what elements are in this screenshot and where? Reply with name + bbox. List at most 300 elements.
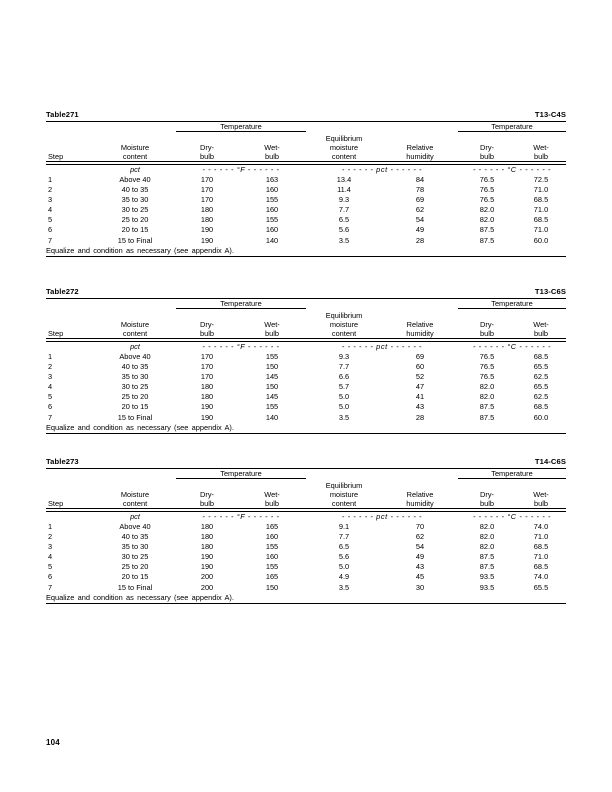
- cell-step: 3: [48, 195, 53, 205]
- header-line: Relative: [406, 489, 434, 499]
- units-fahrenheit: - - - - - - °F - - - - - -: [202, 164, 280, 174]
- table-row: [46, 175, 566, 185]
- cell-dry-bulb-f: 180: [200, 215, 214, 225]
- header-line: bulb: [534, 498, 548, 508]
- cell-wet-bulb-f: 163: [265, 174, 279, 184]
- header-line: Dry-: [480, 319, 494, 329]
- header-line: bulb: [265, 328, 279, 338]
- cell-moisture-content: 30 to 25: [121, 382, 149, 392]
- cell-dry-bulb-f: 190: [200, 235, 214, 245]
- cell-step: 7: [48, 412, 53, 422]
- header-moisture-content: [94, 311, 176, 339]
- cell-dry-bulb-f: 180: [200, 382, 214, 392]
- header-spacer: [306, 122, 458, 134]
- cell-dry-bulb-c: 87.5: [479, 225, 495, 235]
- cell-step: 6: [48, 225, 53, 235]
- header-line: bulb: [265, 498, 279, 508]
- cell-moisture-content: 30 to 25: [121, 552, 149, 562]
- cell-moisture-content: 25 to 20: [121, 562, 149, 572]
- cell-dry-bulb-f: 180: [200, 542, 214, 552]
- cell-dry-bulb-c: 76.5: [479, 351, 495, 361]
- header-line: Wet-: [533, 142, 549, 152]
- cell-wet-bulb-f: 140: [265, 412, 279, 422]
- cell-emc: 7.7: [338, 361, 350, 371]
- header-line: Moisture: [120, 489, 150, 499]
- header-group-temperature-c: Temperature: [458, 122, 566, 134]
- cell-dry-bulb-c: 82.0: [479, 392, 495, 402]
- cell-moisture-content: 35 to 30: [121, 542, 149, 552]
- cell-emc: 3.5: [338, 412, 350, 422]
- schedule-table: [46, 299, 566, 433]
- cell-wet-bulb-f: 155: [265, 215, 279, 225]
- table-caption-label: Table272: [46, 287, 79, 296]
- cell-moisture-content: 30 to 25: [121, 205, 149, 215]
- cell-rh: 54: [415, 542, 425, 552]
- cell-dry-bulb-f: 170: [200, 372, 214, 382]
- cell-moisture-content: 35 to 30: [121, 195, 149, 205]
- cell-emc: 5.6: [338, 552, 350, 562]
- header-line: Moisture: [120, 142, 150, 152]
- units-pct: pct: [130, 341, 140, 351]
- cell-emc: 5.0: [338, 402, 350, 412]
- header-line: bulb: [200, 328, 214, 338]
- cell-wet-bulb-c: 71.0: [533, 531, 549, 541]
- cell-wet-bulb-f: 155: [265, 562, 279, 572]
- cell-dry-bulb-c: 82.0: [479, 215, 495, 225]
- header-line: content: [122, 151, 148, 161]
- cell-wet-bulb-c: 71.0: [533, 552, 549, 562]
- table-row: [46, 215, 566, 225]
- page-number: 104: [46, 738, 60, 747]
- cell-moisture-content: 15 to Final: [117, 412, 153, 422]
- table-footnote: Equalize and condition as necessary (see appendix A).: [46, 592, 234, 602]
- header-group-row: [46, 299, 566, 311]
- cell-emc: 5.7: [338, 382, 350, 392]
- table-footnote-row: [46, 246, 566, 257]
- table-caption-label: Table271: [46, 110, 79, 119]
- header-group-temperature-f: Temperature: [176, 122, 306, 134]
- cell-rh: 62: [415, 205, 425, 215]
- cell-wet-bulb-f: 145: [265, 372, 279, 382]
- table-row: [46, 372, 566, 382]
- header-step: Step: [48, 151, 64, 161]
- cell-dry-bulb-c: 93.5: [479, 572, 495, 582]
- cell-dry-bulb-f: 180: [200, 392, 214, 402]
- header-wet-bulb-c: [516, 481, 566, 509]
- table-footnote-row: [46, 593, 566, 604]
- table-block: [46, 457, 566, 604]
- cell-wet-bulb-c: 65.5: [533, 382, 549, 392]
- cell-wet-bulb-f: 155: [265, 195, 279, 205]
- cell-wet-bulb-f: 140: [265, 235, 279, 245]
- cell-step: 4: [48, 205, 53, 215]
- cell-emc: 11.4: [337, 184, 351, 194]
- cell-emc: 6.5: [338, 542, 350, 552]
- cell-wet-bulb-c: 68.5: [533, 562, 549, 572]
- cell-rh: 47: [415, 382, 425, 392]
- cell-dry-bulb-c: 93.5: [479, 582, 495, 592]
- cell-rh: 28: [415, 412, 425, 422]
- cell-dry-bulb-c: 87.5: [479, 552, 495, 562]
- cell-moisture-content: Above 40: [119, 174, 151, 184]
- cell-emc: 5.0: [338, 562, 350, 572]
- header-moisture-content: [94, 134, 176, 162]
- header-spacer: [306, 299, 458, 311]
- cell-emc: 9.3: [338, 195, 350, 205]
- cell-moisture-content: Above 40: [119, 521, 151, 531]
- table-row: [46, 583, 566, 593]
- table-row: [46, 185, 566, 195]
- header-wet-bulb-f: [238, 311, 306, 339]
- table-row: [46, 362, 566, 372]
- cell-wet-bulb-f: 155: [265, 351, 279, 361]
- cell-wet-bulb-f: 155: [265, 402, 279, 412]
- units-celsius: - - - - - - °C - - - - - -: [472, 511, 552, 521]
- cell-emc: 7.7: [338, 205, 350, 215]
- cell-dry-bulb-c: 76.5: [479, 174, 495, 184]
- units-row: [46, 512, 566, 522]
- header-row: [46, 311, 566, 339]
- header-line: humidity: [406, 151, 434, 161]
- header-line: moisture: [329, 142, 359, 152]
- table-footnote-row: [46, 423, 566, 434]
- cell-dry-bulb-c: 82.0: [479, 205, 495, 215]
- cell-emc: 4.9: [338, 572, 350, 582]
- header-line: Moisture: [120, 319, 150, 329]
- header-line: content: [331, 151, 357, 161]
- cell-rh: 78: [415, 184, 425, 194]
- cell-dry-bulb-c: 82.0: [479, 382, 495, 392]
- temperature-group-rule: [176, 131, 306, 132]
- temperature-group-rule: [458, 131, 566, 132]
- cell-step: 1: [48, 174, 53, 184]
- header-group-temperature-f: Temperature: [176, 469, 306, 481]
- units-spacer: [46, 342, 94, 352]
- cell-wet-bulb-f: 145: [265, 392, 279, 402]
- cell-step: 6: [48, 402, 53, 412]
- header-spacer: [46, 299, 176, 311]
- cell-wet-bulb-f: 155: [265, 542, 279, 552]
- units-fahrenheit: - - - - - - °F - - - - - -: [202, 511, 280, 521]
- header-line: bulb: [480, 498, 494, 508]
- table-row: [46, 532, 566, 542]
- cell-moisture-content: 40 to 35: [121, 361, 149, 371]
- table-row: [46, 195, 566, 205]
- cell-rh: 70: [415, 521, 425, 531]
- temperature-group-rule: [176, 478, 306, 479]
- header-line: content: [122, 498, 148, 508]
- cell-wet-bulb-c: 74.0: [533, 521, 549, 531]
- cell-moisture-content: 35 to 30: [121, 372, 149, 382]
- header-dry-bulb-f: [176, 134, 238, 162]
- header-group-temperature-c: Temperature: [458, 299, 566, 311]
- cell-dry-bulb-c: 82.0: [479, 531, 495, 541]
- table-row: [46, 352, 566, 362]
- header-line: Wet-: [264, 319, 280, 329]
- header-line: Wet-: [264, 489, 280, 499]
- cell-dry-bulb-f: 190: [200, 402, 214, 412]
- header-line: bulb: [480, 328, 494, 338]
- cell-moisture-content: 40 to 35: [121, 184, 149, 194]
- cell-rh: 60: [415, 361, 425, 371]
- cell-dry-bulb-f: 170: [200, 195, 214, 205]
- header-spacer: [46, 469, 176, 481]
- cell-wet-bulb-c: 71.0: [533, 184, 549, 194]
- table-row: [46, 562, 566, 572]
- table-row: [46, 413, 566, 423]
- units-pct: pct: [130, 164, 140, 174]
- cell-wet-bulb-c: 68.5: [533, 402, 549, 412]
- header-line: Equilibrium: [325, 310, 363, 320]
- cell-dry-bulb-f: 170: [200, 184, 214, 194]
- cell-dry-bulb-f: 180: [200, 531, 214, 541]
- cell-wet-bulb-f: 165: [265, 572, 279, 582]
- cell-moisture-content: 20 to 15: [121, 572, 149, 582]
- cell-dry-bulb-f: 190: [200, 562, 214, 572]
- cell-dry-bulb-c: 76.5: [479, 195, 495, 205]
- header-line: Wet-: [264, 142, 280, 152]
- header-line: bulb: [265, 151, 279, 161]
- cell-step: 2: [48, 184, 53, 194]
- cell-step: 3: [48, 372, 53, 382]
- table-row: [46, 552, 566, 562]
- cell-emc: 3.5: [338, 582, 350, 592]
- header-line: Equilibrium: [325, 480, 363, 490]
- cell-rh: 30: [415, 582, 425, 592]
- schedule-table: [46, 122, 566, 256]
- cell-wet-bulb-f: 165: [265, 521, 279, 531]
- header-equilibrium-moisture-content: [306, 134, 382, 162]
- cell-wet-bulb-c: 72.5: [533, 174, 549, 184]
- cell-wet-bulb-c: 62.5: [533, 372, 549, 382]
- cell-wet-bulb-c: 65.5: [533, 361, 549, 371]
- cell-wet-bulb-f: 160: [265, 184, 279, 194]
- header-line: Dry-: [480, 142, 494, 152]
- cell-rh: 54: [415, 215, 425, 225]
- table-footnote: Equalize and condition as necessary (see appendix A).: [46, 245, 234, 255]
- cell-emc: 7.7: [338, 531, 350, 541]
- header-line: bulb: [480, 151, 494, 161]
- cell-wet-bulb-c: 68.5: [533, 351, 549, 361]
- cell-moisture-content: 25 to 20: [121, 392, 149, 402]
- header-dry-bulb-c: [458, 134, 516, 162]
- header-wet-bulb-c: [516, 134, 566, 162]
- cell-wet-bulb-f: 160: [265, 225, 279, 235]
- cell-emc: 3.5: [338, 235, 350, 245]
- header-step: Step: [48, 498, 64, 508]
- table-row: [46, 382, 566, 392]
- cell-rh: 43: [415, 562, 425, 572]
- cell-step: 5: [48, 215, 53, 225]
- table-code-label: T13-C6S: [534, 287, 566, 296]
- temperature-group-rule: [458, 478, 566, 479]
- cell-wet-bulb-c: 68.5: [533, 195, 549, 205]
- cell-emc: 9.3: [338, 351, 350, 361]
- cell-moisture-content: 20 to 15: [121, 225, 149, 235]
- cell-dry-bulb-f: 180: [200, 521, 214, 531]
- table-caption-row: [46, 457, 566, 468]
- header-line: Dry-: [200, 142, 214, 152]
- header-dry-bulb-c: [458, 481, 516, 509]
- cell-step: 7: [48, 235, 53, 245]
- cell-step: 4: [48, 382, 53, 392]
- header-line: content: [331, 328, 357, 338]
- cell-step: 7: [48, 582, 53, 592]
- cell-wet-bulb-c: 68.5: [533, 215, 549, 225]
- header-line: content: [122, 328, 148, 338]
- temperature-group-rule: [458, 308, 566, 309]
- cell-rh: 52: [415, 372, 425, 382]
- header-line: moisture: [329, 489, 359, 499]
- header-spacer: [306, 469, 458, 481]
- cell-rh: 62: [415, 531, 425, 541]
- header-wet-bulb-f: [238, 481, 306, 509]
- cell-rh: 28: [415, 235, 425, 245]
- units-row: [46, 342, 566, 352]
- cell-wet-bulb-f: 150: [265, 582, 279, 592]
- cell-emc: 5.0: [338, 392, 350, 402]
- cell-dry-bulb-f: 200: [200, 572, 214, 582]
- cell-wet-bulb-c: 65.5: [533, 582, 549, 592]
- cell-rh: 45: [415, 572, 425, 582]
- cell-dry-bulb-f: 200: [200, 582, 214, 592]
- cell-dry-bulb-f: 180: [200, 205, 214, 215]
- header-line: Relative: [406, 319, 434, 329]
- header-line: bulb: [200, 498, 214, 508]
- header-dry-bulb-f: [176, 481, 238, 509]
- units-pct: pct: [130, 511, 140, 521]
- header-group-temperature-f: Temperature: [176, 299, 306, 311]
- cell-wet-bulb-c: 62.5: [533, 392, 549, 402]
- units-row: [46, 165, 566, 175]
- table-caption-row: [46, 287, 566, 298]
- cell-dry-bulb-f: 190: [200, 552, 214, 562]
- temperature-group-rule: [176, 308, 306, 309]
- header-row: [46, 481, 566, 509]
- cell-dry-bulb-c: 82.0: [479, 521, 495, 531]
- cell-moisture-content: Above 40: [119, 351, 151, 361]
- cell-rh: 41: [415, 392, 425, 402]
- units-pct-dashes: - - - - - - pct - - - - - -: [341, 164, 423, 174]
- units-fahrenheit: - - - - - - °F - - - - - -: [202, 341, 280, 351]
- cell-dry-bulb-f: 170: [200, 351, 214, 361]
- cell-wet-bulb-f: 150: [265, 382, 279, 392]
- header-line: moisture: [329, 319, 359, 329]
- units-pct-dashes: - - - - - - pct - - - - - -: [341, 511, 423, 521]
- units-pct-dashes: - - - - - - pct - - - - - -: [341, 341, 423, 351]
- table-row: [46, 205, 566, 215]
- table-bottom-rule: [46, 433, 566, 434]
- table-caption-label: Table273: [46, 457, 79, 466]
- header-relative-humidity: [382, 134, 458, 162]
- cell-emc: 6.6: [338, 372, 350, 382]
- cell-step: 2: [48, 361, 53, 371]
- cell-moisture-content: 40 to 35: [121, 531, 149, 541]
- cell-dry-bulb-f: 170: [200, 174, 214, 184]
- cell-moisture-content: 15 to Final: [117, 582, 153, 592]
- header-line: bulb: [200, 151, 214, 161]
- table-bottom-rule: [46, 603, 566, 604]
- cell-emc: 6.5: [338, 215, 350, 225]
- header-spacer: [46, 122, 176, 134]
- table-row: [46, 392, 566, 402]
- cell-dry-bulb-c: 76.5: [479, 184, 495, 194]
- cell-wet-bulb-f: 150: [265, 361, 279, 371]
- header-step: Step: [48, 328, 64, 338]
- cell-dry-bulb-c: 87.5: [479, 402, 495, 412]
- table-block: [46, 110, 566, 257]
- header-line: Wet-: [533, 319, 549, 329]
- cell-step: 4: [48, 552, 53, 562]
- cell-dry-bulb-c: 76.5: [479, 372, 495, 382]
- cell-rh: 49: [415, 225, 425, 235]
- cell-wet-bulb-c: 71.0: [533, 225, 549, 235]
- header-line: humidity: [406, 328, 434, 338]
- cell-dry-bulb-c: 76.5: [479, 361, 495, 371]
- table-row: [46, 522, 566, 532]
- header-line: Dry-: [480, 489, 494, 499]
- header-line: Equilibrium: [325, 133, 363, 143]
- cell-wet-bulb-c: 71.0: [533, 205, 549, 215]
- cell-dry-bulb-c: 82.0: [479, 542, 495, 552]
- table-code-label: T13-C4S: [534, 110, 566, 119]
- cell-wet-bulb-c: 68.5: [533, 542, 549, 552]
- header-relative-humidity: [382, 481, 458, 509]
- table-row: [46, 572, 566, 582]
- header-group-row: [46, 122, 566, 134]
- cell-rh: 69: [415, 351, 425, 361]
- schedule-table: [46, 469, 566, 603]
- header-relative-humidity: [382, 311, 458, 339]
- cell-moisture-content: 20 to 15: [121, 402, 149, 412]
- header-row: [46, 134, 566, 162]
- cell-dry-bulb-c: 87.5: [479, 412, 495, 422]
- cell-rh: 84: [415, 174, 425, 184]
- header-line: Dry-: [200, 319, 214, 329]
- cell-rh: 43: [415, 402, 425, 412]
- cell-wet-bulb-f: 160: [265, 552, 279, 562]
- table-bottom-rule: [46, 256, 566, 257]
- table-footnote: Equalize and condition as necessary (see appendix A).: [46, 422, 234, 432]
- header-equilibrium-moisture-content: [306, 481, 382, 509]
- cell-dry-bulb-f: 170: [200, 361, 214, 371]
- header-dry-bulb-c: [458, 311, 516, 339]
- cell-step: 1: [48, 351, 53, 361]
- cell-rh: 69: [415, 195, 425, 205]
- header-line: Dry-: [200, 489, 214, 499]
- header-line: humidity: [406, 498, 434, 508]
- cell-wet-bulb-f: 160: [265, 205, 279, 215]
- units-celsius: - - - - - - °C - - - - - -: [472, 341, 552, 351]
- header-group-temperature-c: Temperature: [458, 469, 566, 481]
- cell-step: 1: [48, 521, 53, 531]
- cell-dry-bulb-f: 190: [200, 225, 214, 235]
- header-line: Relative: [406, 142, 434, 152]
- table-block: [46, 287, 566, 434]
- header-equilibrium-moisture-content: [306, 311, 382, 339]
- header-dry-bulb-f: [176, 311, 238, 339]
- cell-moisture-content: 25 to 20: [121, 215, 149, 225]
- cell-emc: 9.1: [338, 521, 350, 531]
- header-wet-bulb-f: [238, 134, 306, 162]
- cell-step: 5: [48, 392, 53, 402]
- cell-step: 2: [48, 531, 53, 541]
- header-group-row: [46, 469, 566, 481]
- cell-emc: 13.4: [336, 174, 352, 184]
- units-spacer: [46, 165, 94, 175]
- cell-dry-bulb-f: 190: [200, 412, 214, 422]
- units-spacer: [46, 512, 94, 522]
